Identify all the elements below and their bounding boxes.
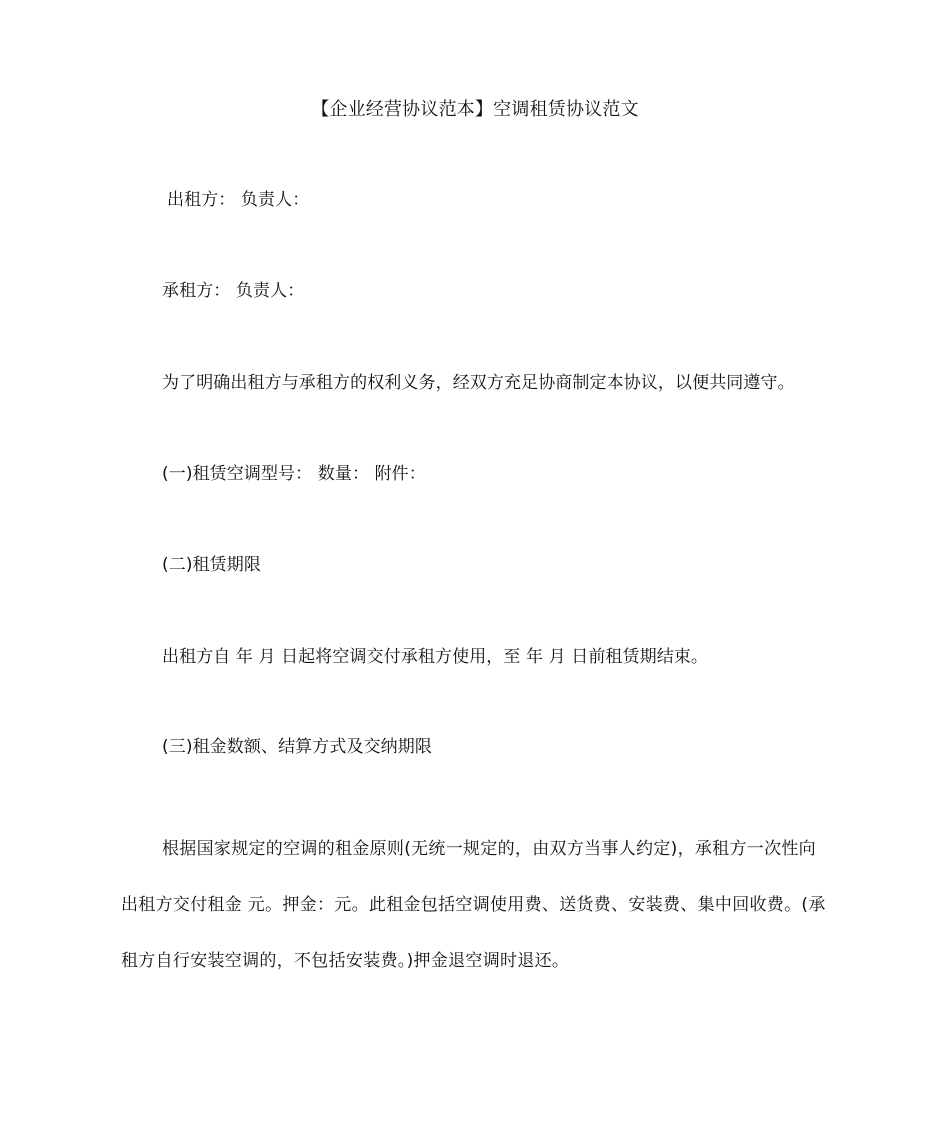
lessor-line: 出租方： 负责人： xyxy=(167,190,310,210)
section-3-heading: (三)租金数额、结算方式及交纳期限 xyxy=(162,737,432,757)
lessee-line: 承租方： 负责人： xyxy=(162,281,305,301)
section-3-paragraph: 根据国家规定的空调的租金原则(无统一规定的，由双方当事人约定)，承租方一次性向出租方交付租金 元。押金：元。此租金包括空调使用费、送货费、安装费、集中回收费。(承租方自行安装空调的，不包括安装费。)押金退空调时退还。 xyxy=(121,839,826,971)
section-2-heading: (二)租赁期限 xyxy=(162,555,261,575)
section-2-text: 出租方自 年 月 日起将空调交付承租方使用，至 年 月 日前租赁期结束。 xyxy=(162,647,709,667)
section-1-line: (一)租赁空调型号： 数量： 附件： xyxy=(162,464,426,484)
intro-paragraph: 为了明确出租方与承租方的权利义务，经双方充足协商制定本协议，以便共同遵守。 xyxy=(162,373,795,393)
document-title: 【企业经营协议范本】空调租赁协议范文 xyxy=(311,99,639,120)
